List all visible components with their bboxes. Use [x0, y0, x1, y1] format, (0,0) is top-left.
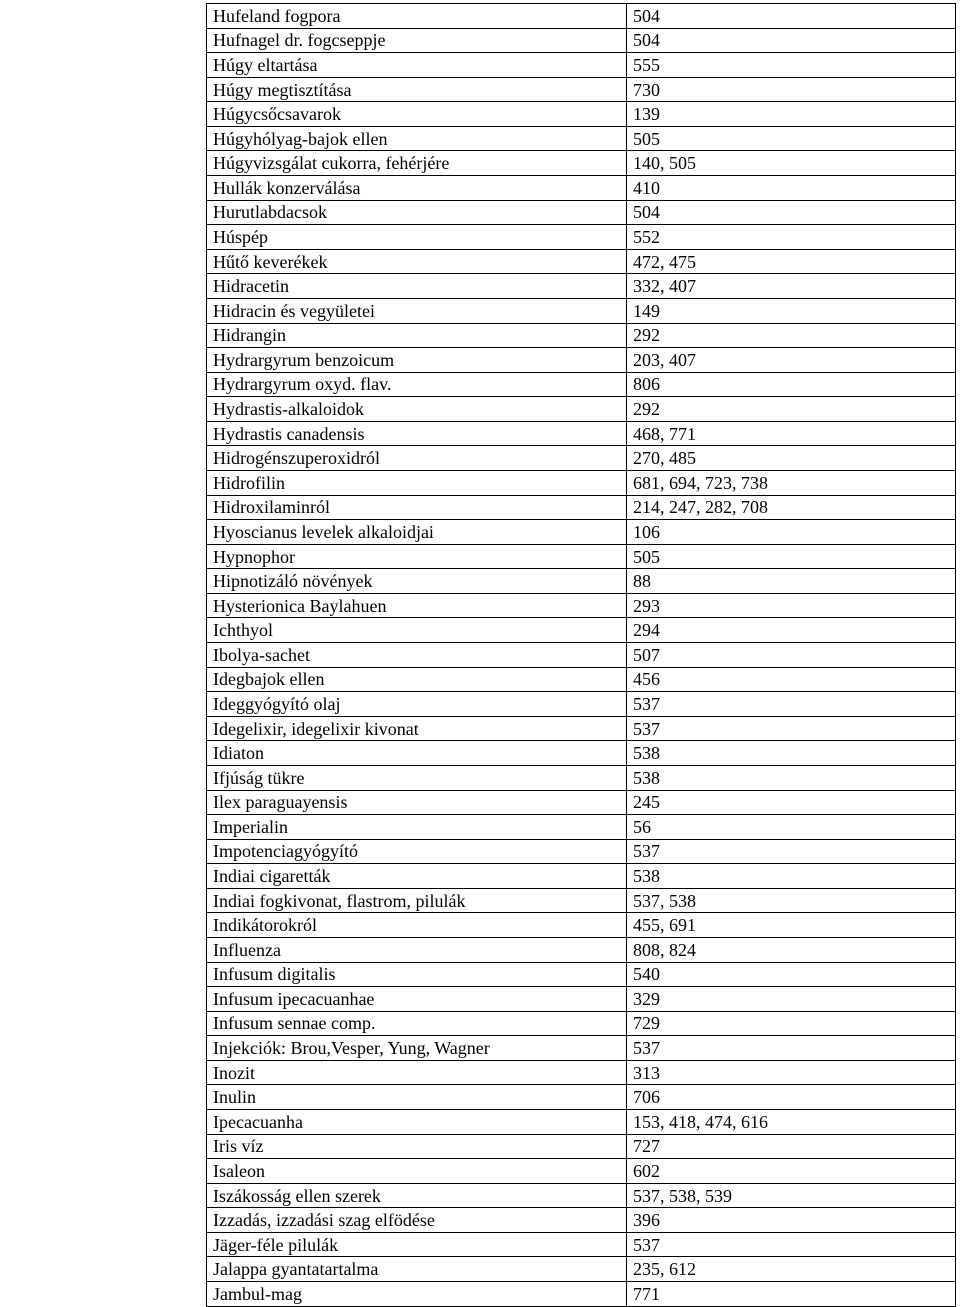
table-row	[207, 643, 956, 668]
index-page-numbers: 468, 771	[627, 421, 956, 446]
table-row	[207, 348, 956, 373]
index-page-numbers: 504	[627, 4, 956, 29]
table-row	[207, 1282, 956, 1307]
index-page-numbers: 537	[627, 839, 956, 864]
table-row	[207, 298, 956, 323]
index-term: Hipnotizáló növények	[207, 569, 627, 594]
index-term: Ichthyol	[207, 618, 627, 643]
index-page-numbers: 537, 538, 539	[627, 1183, 956, 1208]
index-page-numbers: 203, 407	[627, 348, 956, 373]
table-row	[207, 77, 956, 102]
table-row	[207, 1232, 956, 1257]
index-page-numbers: 507	[627, 643, 956, 668]
index-page-numbers: 538	[627, 864, 956, 889]
index-page-numbers: 332, 407	[627, 274, 956, 299]
index-term: Hydrargyrum oxyd. flav.	[207, 372, 627, 397]
table-row	[207, 618, 956, 643]
index-term: Ideggyógyító olaj	[207, 692, 627, 717]
index-term: Hydrastis-alkaloidok	[207, 397, 627, 422]
table-row	[207, 176, 956, 201]
index-term: Húgyvizsgálat cukorra, fehérjére	[207, 151, 627, 176]
index-term: Húgyhólyag-bajok ellen	[207, 126, 627, 151]
index-page-numbers: 552	[627, 225, 956, 250]
index-term: Izzadás, izzadási szag elfödése	[207, 1208, 627, 1233]
table-row	[207, 421, 956, 446]
table-row	[207, 1085, 956, 1110]
index-page-numbers: 771	[627, 1282, 956, 1307]
table-row	[207, 839, 956, 864]
index-page-numbers: 808, 824	[627, 937, 956, 962]
index-term: Húgy megtisztítása	[207, 77, 627, 102]
table-row	[207, 667, 956, 692]
index-page-numbers: 505	[627, 126, 956, 151]
index-term: Ilex paraguayensis	[207, 790, 627, 815]
index-term: Idegelixir, idegelixir kivonat	[207, 716, 627, 741]
index-page-numbers: 410	[627, 176, 956, 201]
index-term: Hűtő keverékek	[207, 249, 627, 274]
index-term: Idiaton	[207, 741, 627, 766]
index-page-numbers: 540	[627, 962, 956, 987]
index-page-numbers: 472, 475	[627, 249, 956, 274]
table-row	[207, 1159, 956, 1184]
index-term: Infusum ipecacuanhae	[207, 987, 627, 1012]
index-page-numbers: 456	[627, 667, 956, 692]
index-page-numbers: 245	[627, 790, 956, 815]
table-row	[207, 446, 956, 471]
index-term: Húspép	[207, 225, 627, 250]
index-term: Impotenciagyógyító	[207, 839, 627, 864]
index-page-numbers: 396	[627, 1208, 956, 1233]
index-term: Jäger-féle pilulák	[207, 1232, 627, 1257]
table-row	[207, 495, 956, 520]
index-term: Hidrogénszuperoxidról	[207, 446, 627, 471]
index-page-numbers: 730	[627, 77, 956, 102]
index-term: Hidroxilaminról	[207, 495, 627, 520]
index-term: Isaleon	[207, 1159, 627, 1184]
table-row	[207, 249, 956, 274]
index-page-numbers: 729	[627, 1011, 956, 1036]
table-row	[207, 520, 956, 545]
index-term: Inulin	[207, 1085, 627, 1110]
table-row	[207, 765, 956, 790]
index-page-numbers: 706	[627, 1085, 956, 1110]
index-page-numbers: 293	[627, 593, 956, 618]
index-page-numbers: 538	[627, 741, 956, 766]
index-page-numbers: 505	[627, 544, 956, 569]
index-page-numbers: 140, 505	[627, 151, 956, 176]
index-page-numbers: 537	[627, 692, 956, 717]
table-row	[207, 372, 956, 397]
index-term: Hidrangin	[207, 323, 627, 348]
table-row	[207, 151, 956, 176]
table-row	[207, 1134, 956, 1159]
index-term: Indiai fogkivonat, flastrom, pilulák	[207, 888, 627, 913]
table-row	[207, 470, 956, 495]
table-row	[207, 815, 956, 840]
index-page-numbers: 504	[627, 28, 956, 53]
table-row	[207, 1257, 956, 1282]
index-page-numbers: 270, 485	[627, 446, 956, 471]
index-page-numbers: 106	[627, 520, 956, 545]
index-page-numbers: 313	[627, 1060, 956, 1085]
index-page-numbers: 292	[627, 397, 956, 422]
table-row	[207, 274, 956, 299]
index-page-numbers: 329	[627, 987, 956, 1012]
index-table-body	[207, 4, 956, 1307]
table-row	[207, 1183, 956, 1208]
index-term: Inozit	[207, 1060, 627, 1085]
index-term: Indiai cigaretták	[207, 864, 627, 889]
table-row	[207, 200, 956, 225]
table-row	[207, 790, 956, 815]
index-term: Infusum sennae comp.	[207, 1011, 627, 1036]
index-page-numbers: 294	[627, 618, 956, 643]
index-page-numbers: 235, 612	[627, 1257, 956, 1282]
table-row	[207, 864, 956, 889]
index-term: Ibolya-sachet	[207, 643, 627, 668]
index-term: Hydrastis canadensis	[207, 421, 627, 446]
index-page-numbers: 681, 694, 723, 738	[627, 470, 956, 495]
table-row	[207, 716, 956, 741]
table-row	[207, 1208, 956, 1233]
index-term: Infusum digitalis	[207, 962, 627, 987]
index-page-numbers: 455, 691	[627, 913, 956, 938]
index-table	[206, 3, 956, 1307]
table-row	[207, 937, 956, 962]
table-row	[207, 28, 956, 53]
index-page-numbers: 139	[627, 102, 956, 127]
index-term: Hidracetin	[207, 274, 627, 299]
index-term: Hyoscianus levelek alkaloidjai	[207, 520, 627, 545]
index-page-numbers: 214, 247, 282, 708	[627, 495, 956, 520]
index-page-numbers: 504	[627, 200, 956, 225]
index-page-numbers: 727	[627, 1134, 956, 1159]
index-term: Ipecacuanha	[207, 1110, 627, 1135]
index-page-numbers: 153, 418, 474, 616	[627, 1110, 956, 1135]
index-term: Hullák konzerválása	[207, 176, 627, 201]
index-term: Injekciók: Brou,Vesper, Yung, Wagner	[207, 1036, 627, 1061]
table-row	[207, 962, 956, 987]
index-page-numbers: 537	[627, 1232, 956, 1257]
table-row	[207, 888, 956, 913]
index-term: Indikátorokról	[207, 913, 627, 938]
index-term: Iris víz	[207, 1134, 627, 1159]
table-row	[207, 1011, 956, 1036]
table-row	[207, 126, 956, 151]
table-row	[207, 1060, 956, 1085]
index-page-numbers: 806	[627, 372, 956, 397]
index-page-numbers: 538	[627, 765, 956, 790]
index-page-numbers: 602	[627, 1159, 956, 1184]
index-page-numbers: 555	[627, 53, 956, 78]
table-row	[207, 692, 956, 717]
index-term: Hysterionica Baylahuen	[207, 593, 627, 618]
table-row	[207, 1036, 956, 1061]
index-term: Hufnagel dr. fogcseppje	[207, 28, 627, 53]
table-row	[207, 1110, 956, 1135]
index-term: Húgycsőcsavarok	[207, 102, 627, 127]
index-term: Jambul-mag	[207, 1282, 627, 1307]
table-row	[207, 741, 956, 766]
index-term: Húgy eltartása	[207, 53, 627, 78]
index-page-numbers: 56	[627, 815, 956, 840]
table-row	[207, 987, 956, 1012]
index-term: Hurutlabdacsok	[207, 200, 627, 225]
index-term: Idegbajok ellen	[207, 667, 627, 692]
table-row	[207, 225, 956, 250]
index-page-numbers: 88	[627, 569, 956, 594]
table-row	[207, 913, 956, 938]
index-page-numbers: 149	[627, 298, 956, 323]
index-page-numbers: 537, 538	[627, 888, 956, 913]
index-term: Hufeland fogpora	[207, 4, 627, 29]
index-term: Hidracin és vegyületei	[207, 298, 627, 323]
index-term: Ifjúság tükre	[207, 765, 627, 790]
index-term: Iszákosság ellen szerek	[207, 1183, 627, 1208]
index-term: Hypnophor	[207, 544, 627, 569]
table-row	[207, 102, 956, 127]
table-row	[207, 4, 956, 29]
index-page-numbers: 292	[627, 323, 956, 348]
index-page-numbers: 537	[627, 1036, 956, 1061]
index-term: Hidrofilin	[207, 470, 627, 495]
table-row	[207, 544, 956, 569]
table-row	[207, 323, 956, 348]
index-term: Hydrargyrum benzoicum	[207, 348, 627, 373]
index-term: Jalappa gyantatartalma	[207, 1257, 627, 1282]
index-term: Imperialin	[207, 815, 627, 840]
table-row	[207, 593, 956, 618]
table-row	[207, 569, 956, 594]
index-term: Influenza	[207, 937, 627, 962]
table-row	[207, 53, 956, 78]
table-row	[207, 397, 956, 422]
index-page-numbers: 537	[627, 716, 956, 741]
